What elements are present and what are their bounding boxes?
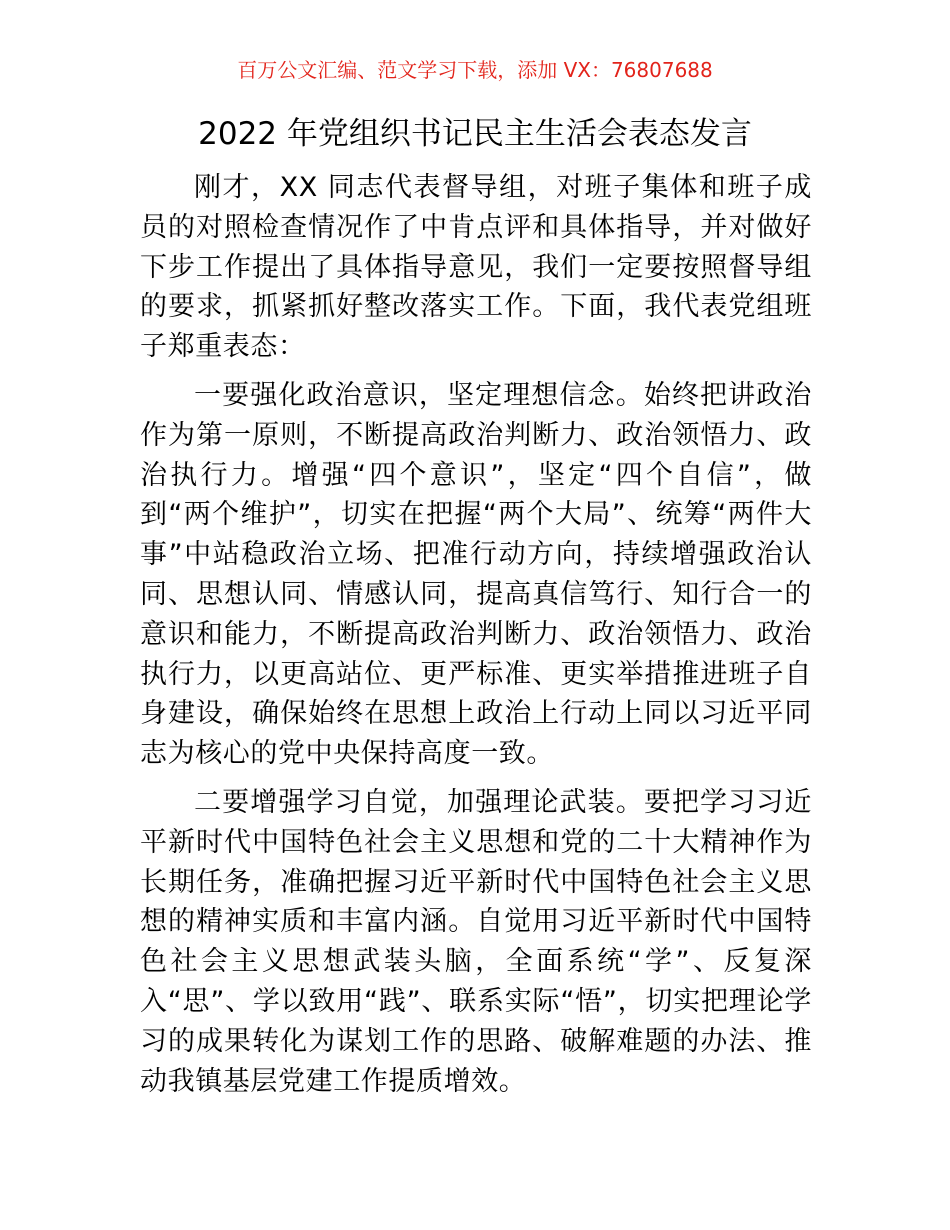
paragraph-theoretical-study: 二要增强学习自觉，加强理论武装。要把学习习近平新时代中国特色社会主义思想和党的二十大精神作为长期任务，准确把握习近平新时代中国特色社会主义思想的精神实质和丰富内涵。自觉用习近平新时代中国特色社会主义思想武装头脑，全面系统“学”、反复深入“思”、学以致用“践”、联系实际“悟”，切实把理论学习的成果转化为谋划工作的思路、破解难题的办法、推动我镇基层党建工作提质增效。	[140, 786, 812, 1097]
header-watermark: 百万公文汇编、范文学习下载，添加 VX：76807688	[237, 58, 713, 82]
paragraph-political-awareness: 一要强化政治意识，坚定理想信念。始终把讲政治作为第一原则，不断提高政治判断力、政治领悟力、政治执行力。增强“四个意识”，坚定“四个自信”，做到“两个维护”，切实在把握“两个大局”、统筹“两件大事”中站稳政治立场、把准行动方向，持续增强政治认同、思想认同、情感认同，提高真信笃行、知行合一的意识和能力，不断提高政治判断力、政治领悟力、政治执行力，以更高站位、更严标准、更实举措推进班子自身建设，确保始终在思想上政治上行动上同以习近平同志为核心的党中央保持高度一致。	[140, 379, 812, 770]
document-body	[140, 168, 812, 1110]
document-title: 2022 年党组织书记民主生活会表态发言	[198, 116, 752, 152]
paragraph-intro: 刚才，XX 同志代表督导组，对班子集体和班子成员的对照检查情况作了中肯点评和具体指导，并对做好下步工作提出了具体指导意见，我们一定要按照督导组的要求，抓紧抓好整改落实工作。下面，我代表党组班子郑重表态：	[140, 172, 812, 363]
